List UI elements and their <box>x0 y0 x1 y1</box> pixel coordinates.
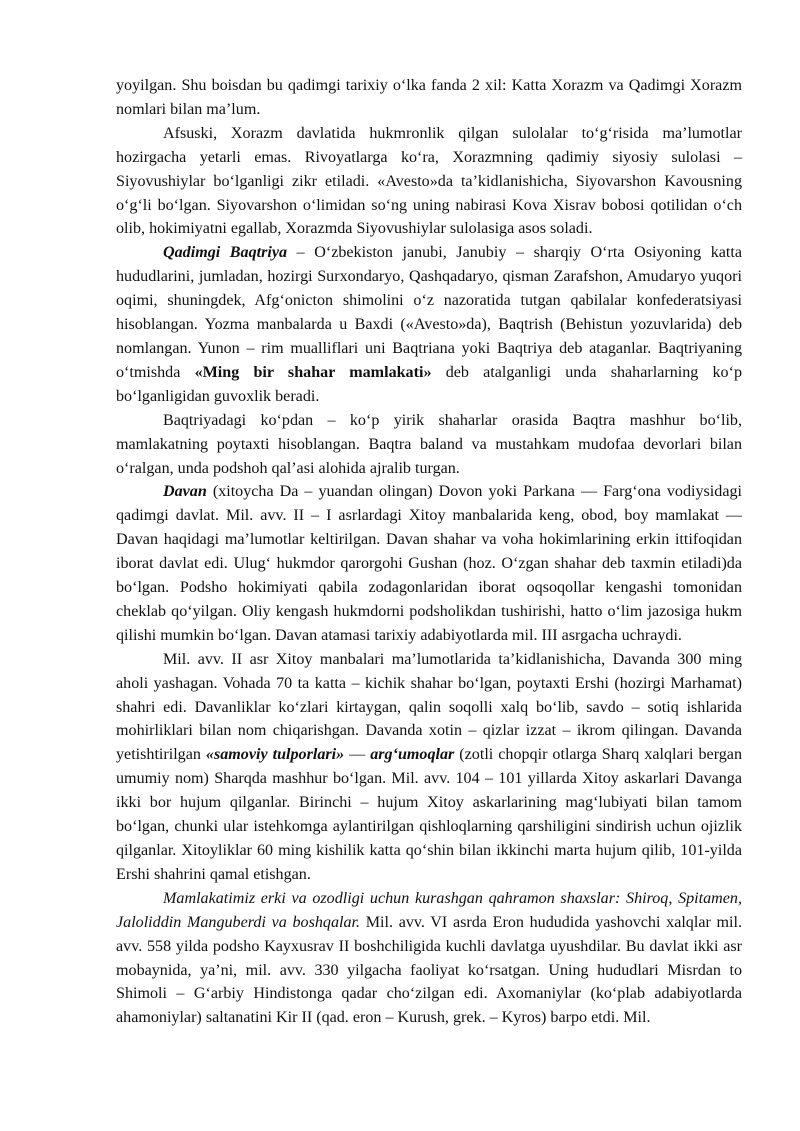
paragraph-text: Mil. avv. II asr Xitoy manbalari ma’lumotlarida ta’kidlanishicha, Davanda 300 ming aholi yashagan. Vohada 70 ta katta – kichik shahar bo‘lgan, poytaxti Ershi (hozirgi Marhamat) shahri edi. Davanliklar ko‘zlari kirtaygan, qalin soqolli xalq bo‘lib, savdo – sotiq ishlarida mohirliklari bilan nom chiqarishgan. Davanda xotin – qizlar izzat – ikrom qilingan. Davanda yetishtirilgan <box>116 650 742 764</box>
paragraph-heroes-ahamoniylar <box>116 887 742 1030</box>
paragraph-davan-population <box>116 648 742 887</box>
term-argumoqlar: arg‘umoqlar <box>370 746 455 764</box>
paragraph-baqtriya <box>116 241 742 408</box>
paragraph-text: (zotli chopqir otlarga Sharq xalqlari bergan umumiy nom) Sharqda mashhur bo‘lgan. Mil. avv. 104 – 101 yillarda Xitoy askarlari Davanga ikki bor hujum qilganlar. Birinchi – hujum Xitoy askarlarining mag‘lubiyati bilan tamom bo‘lgan, chunki ular istehkomga aylantirilgan qishloqlarning qarshiligini sindirish uchun ojizlik qilganlar. Xitoyliklar 60 ming kishilik katta qo‘shin bilan ikkinchi marta hujum qilib, 101-yilda Ershi shahrini qamal etishgan. <box>116 746 742 883</box>
paragraph-davan <box>116 480 742 647</box>
paragraph-text: (xitoycha Da – yuandan olingan) Dovon yoki Parkana — Farg‘ona vodiysidagi qadimgi davlat. Mil. avv. II – I asrlardagi Xitoy manbalarida keng, obod, boy mamlakat — Davan haqidagi ma’lumotlar keltirilgan. Davan shahar va voha hokimlarining erkin ittifoqidan iborat davlat edi. Ulug‘ hukmdor qarorgohi Gushan (hoz. O‘zgan shahar deb taxmin etiladi)da bo‘lgan. Podsho hokimiyati qabila zodagonlaridan iborat oqsoqollar kengashi tomonidan cheklab qo‘yilgan. Oliy kengash hukmdorni podsholikdan tushirishi, hatto o‘lim jazosiga hukm qilishi mumkin bo‘lgan. Davan atamasi tarixiy adabiyotlarda mil. III asrgacha uchraydi. <box>116 483 742 644</box>
term-qadimgi-baqtriya: Qadimgi Baqtriya <box>163 244 288 262</box>
paragraph-text: Mil. avv. VI asrda Eron hududida yashovchi xalqlar mil. avv. 558 yilda podsho Kayxusrav II boshchiligida kuchli davlatga uyushdilar. Bu davlat ikki asr mobaynida, ya’ni, mil. avv. 330 yilgacha faoliyat ko‘rsatgan. Uning hududlari Misrdan to Shimoli – G‘arbiy Hindistonga qadar cho‘zilgan edi. Axomaniylar (ko‘plab adabiyotlarda ahamoniylar) saltanatini Kir II (qad. eron – Kurush, grek. – Kyros) barpo etdi. Mil. <box>116 913 743 1027</box>
paragraph-text: – O‘zbekiston janubi, Janubiy – sharqiy O‘rta Osiyoning katta hududlarini, jumladan, hozirgi Surxondaryo, Qashqadaryo, qisman Zarafshon, Amudaryo yuqori oqimi, shuningdek, Afg‘onicton shimolini o‘z nazoratida tutgan qabilalar konfederatsiyasi hisoblangan. Yozma manbalarda u Baxdi («Avesto»da), Baqtrish (Behistun yozuvlarida) deb nomlangan. Yunon – rim mualliflari uni Baqtriana yoki Baqtriya deb ataganlar. Baqtriyaning o‘tmishda <box>116 244 742 381</box>
paragraph-xorazm-continuation <box>116 74 742 122</box>
term-samoviy-tulporlari: «samoviy tulporlari» <box>205 746 345 764</box>
emphasis-ming-bir-shahar: «Ming bir shahar mamlakati» <box>194 363 432 381</box>
term-davan: Davan <box>163 483 207 501</box>
dash: — <box>344 746 371 764</box>
paragraph-xorazm-dynasties <box>116 122 742 242</box>
italic-heroes-sentence: Mamlakatimiz erki va ozodligi uchun kurashgan qahramon shaxslar: Shiroq, Spitamen, Jaloliddin Manguberdi va boshqalar. <box>116 889 742 931</box>
paragraph-text: Afsuski, Xorazm davlatida hukmronlik qilgan sulolalar to‘g‘risida ma’lumotlar hozirgacha yetarli emas. Rivoyatlarga ko‘ra, Xorazmning qadimiy siyosiy sulolasi – Siyovushiylar bo‘lganligi zikr etiladi. «Avesto»da ta’kidlanishicha, Siyovarshon Kavousning o‘g‘li bo‘lgan. Siyovarshon o‘limidan so‘ng uning nabirasi Kova Xisrav bobosi qotilidan o‘ch olib, hokimiyatni egallab, Xorazmda Siyovushiylar sulolasiga asos soladi. <box>116 124 742 238</box>
paragraph-text: yoyilgan. Shu boisdan bu qadimgi tarixiy o‘lka fanda 2 xil: Katta Xorazm va Qadimgi Xorazm nomlari bilan ma’lum. <box>116 77 742 118</box>
document-page <box>116 74 742 1030</box>
paragraph-text: deb atalganligi unda shaharlarning ko‘p bo‘lganligidan guvoxlik beradi. <box>116 363 743 405</box>
paragraph-text: Baqtriyadagi ko‘pdan – ko‘p yirik shaharlar orasida Baqtra mashhur bo‘lib, mamlakatning poytaxti hisoblangan. Baqtra baland va mustahkam mudofaa devorlari bilan o‘ralgan, unda podshoh qal’asi alohida ajralib turgan. <box>116 411 742 477</box>
paragraph-baqtra-capital <box>116 409 742 481</box>
